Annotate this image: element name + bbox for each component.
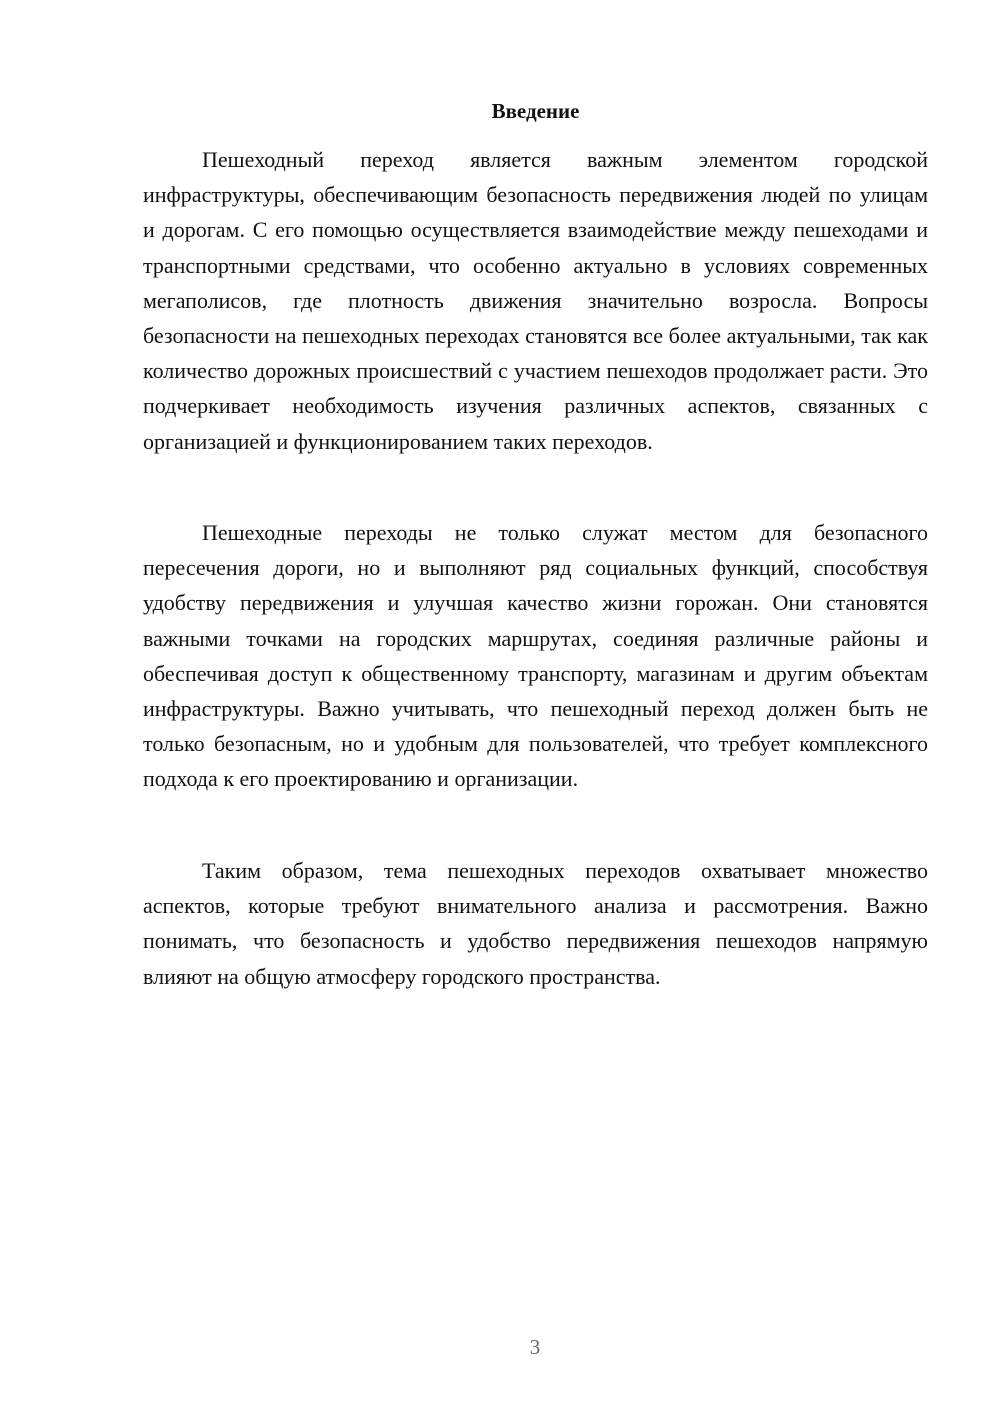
section-heading: Введение (491, 99, 580, 123)
page-number: 3 (529, 1335, 541, 1359)
paragraph-1: Пешеходный переход является важным элементом городской инфраструктуры, обеспечивающим безопасность передвижения людей по улицам и дорогам. С его помощью осуществляется взаимодействие между пешеходами и транспортными средствами, что особенно актуально в условиях современных мегаполисов, где плотность движения значительно возросла. Вопросы безопасности на пешеходных переходах становятся все более актуальными, так как количество дорожных происшествий с участием пешеходов продолжает расти. Это подчеркивает необходимость изучения различных аспектов, связанных с организацией и функционированием таких переходов. (143, 147, 928, 454)
paragraph-2: Пешеходные переходы не только служат местом для безопасного пересечения дороги, но и выполняют ряд социальных функций, способствуя удобству передвижения и улучшая качество жизни горожан. Они становятся важными точками на городских маршрутах, соединяя различные районы и обеспечивая доступ к общественному транспорту, магазинам и другим объектам инфраструктуры. Важно учитывать, что пешеходный переход должен быть не только безопасным, но и удобным для пользователей, что требует комплексного подхода к его проектированию и организации. (143, 520, 928, 792)
paragraph-3: Таким образом, тема пешеходных переходов охватывает множество аспектов, которые требуют внимательного анализа и рассмотрения. Важно понимать, что безопасность и удобство передвижения пешеходов напрямую влияют на общую атмосферу городского пространства. (143, 858, 928, 989)
